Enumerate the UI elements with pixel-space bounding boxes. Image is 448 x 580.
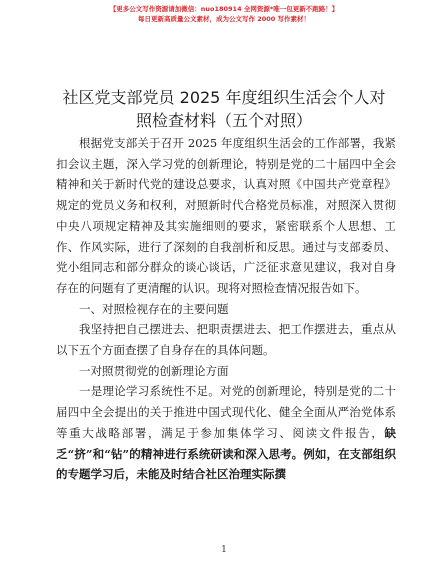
section-intro-paragraph: 我坚持把自己摆进去、把职责摆进去、把工作摆进去，重点从以下五个方面查摆了自身存在的具体问题。 [56,322,396,358]
promo-banner-line-2: 每日更新高质量公文素材，成为公文写作 2000 写作素材！ [137,15,311,23]
page-number: 1 [221,545,227,555]
promo-banner-line-1: 【更多公文写作资源请加微信：nuo180914 全网资源*唯一包更新不跑路！】 [109,5,339,13]
subsection-heading: 一对照贯彻党的创新理论方面 [79,363,229,378]
section-heading-1: 一、对照检视存在的主要问题 [79,301,229,316]
document-body [56,133,396,485]
theory-study-paragraph [56,381,396,485]
theory-study-text: 一是理论学习系统性不足。对党的创新理论，特别是党的二十届四中全会提出的关于推进中国式现代化、健全全面从严治党体系等重大战略部署，满足于参加集体学习、阅读文件报告， [56,384,396,440]
promo-banner [0,4,448,24]
document-title: 社区党支部党员 2025 年度组织生活会个人对照检查材料（五个对照） [62,88,386,130]
theory-study-bold-text: 缺乏“挤”和“钻”的精神进行系统研读和深入思考。例如，在支部组织的专题学习后，未能及时结合社区治理实际撰 [56,425,396,482]
intro-paragraph: 根据党支部关于召开 2025 年度组织生活会的工作部署，我紧扣会议主题，深入学习党的创新理论，特别是党的二十届四中全会精神和关于新时代党的建设总要求，认真对照《中国共产党章程》规定的党员义务和权利，对照新时代合格党员标准，对照深入贯彻中央八项规定精神及其实施细则的要求，紧密联系个人思想、工作、作风实际，进行了深刻的自我剖析和反思。通过与支部委员、党小组同志和部分群众的谈心谈话，广泛征求意见建议，我对自身存在的问题有了更清醒的认识。现将对照检查情况报告如下。 [56,136,396,295]
